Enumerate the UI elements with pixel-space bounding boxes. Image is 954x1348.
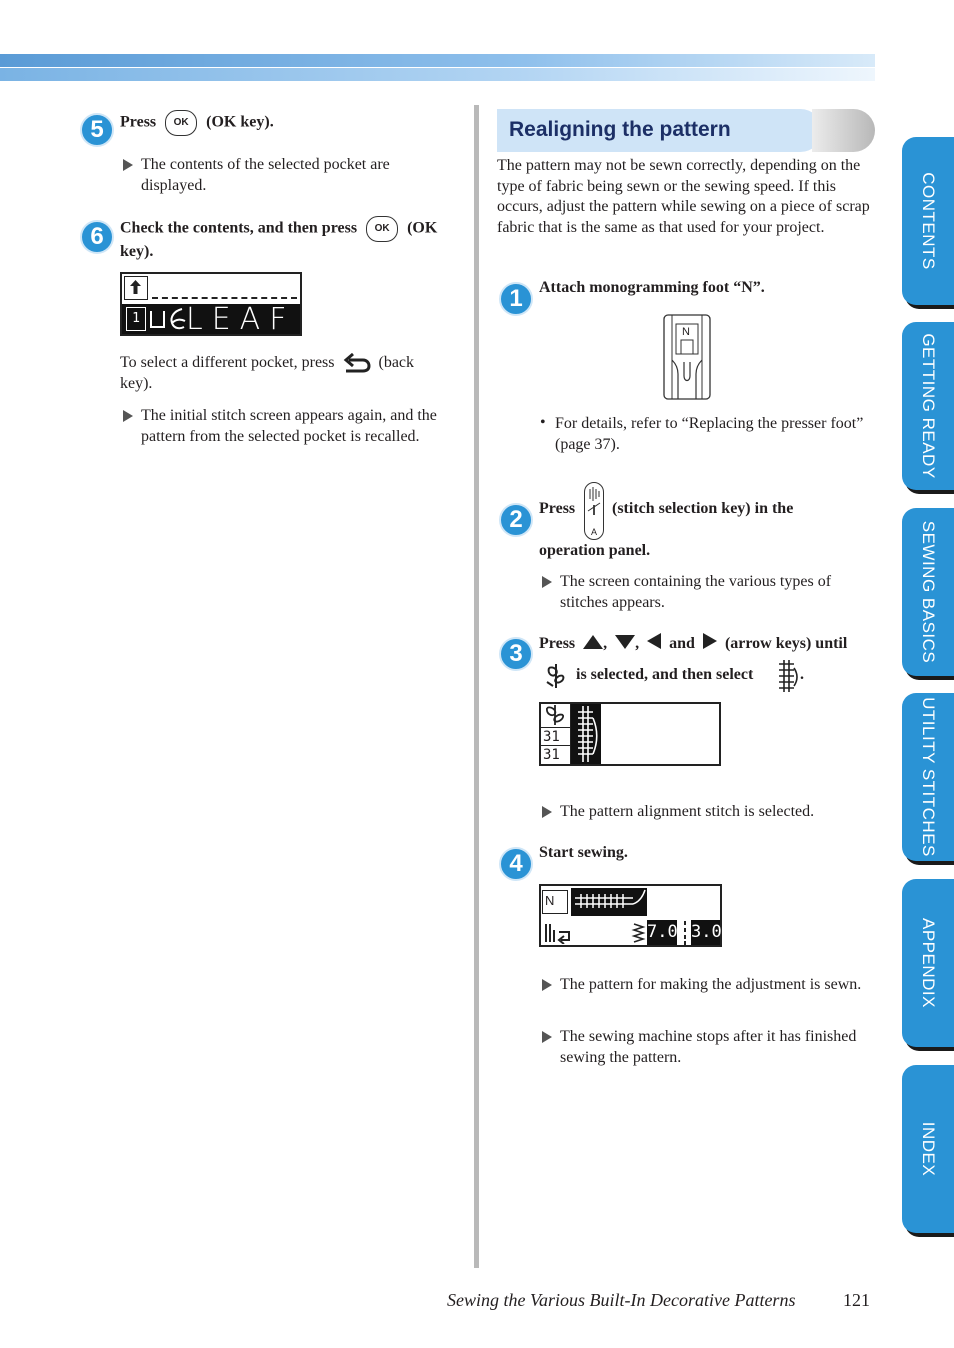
header-band — [0, 54, 875, 81]
step-1-instruction: Attach monogramming foot “N”. — [539, 279, 765, 296]
pattern-number: 31 — [541, 745, 571, 764]
tab-getting-ready[interactable] — [902, 322, 954, 490]
needle-position-icon — [543, 922, 575, 944]
note-text: To select a different pocket, press — [120, 354, 335, 371]
tab-contents[interactable] — [902, 137, 954, 305]
back-key-icon — [343, 353, 371, 373]
stitch-selection-key-icon — [584, 482, 604, 540]
step-2-instruction-line2: operation panel. — [539, 542, 651, 559]
pocket-number: 1 — [126, 307, 146, 331]
comma-separator: , — [603, 635, 608, 652]
step-1-note: For details, refer to “Replacing the presser foot” (page 37). — [555, 415, 864, 453]
tab-label: APPENDIX — [919, 918, 938, 1008]
step-number-4: 4 — [499, 847, 533, 881]
pocket-row — [122, 302, 300, 337]
step-5-instruction — [120, 110, 460, 136]
note-bullet-dot: • — [540, 414, 546, 431]
foot-indicator: N — [542, 890, 568, 914]
step-number-5: 5 — [80, 113, 114, 147]
header-band-bottom — [0, 68, 875, 81]
step-2-press: Press — [539, 500, 576, 517]
pocket-lcd-screen — [120, 272, 302, 336]
decorative-stitch-icon — [541, 704, 569, 726]
tab-label: CONTENTS — [919, 172, 938, 270]
pattern-number: 31 — [541, 727, 571, 746]
lcd-left-column — [541, 704, 571, 764]
up-arrow-key-icon — [583, 635, 603, 649]
tab-label: UTILITY STITCHES — [919, 697, 938, 857]
tab-label: GETTING READY — [919, 333, 938, 479]
tab-appendix[interactable] — [902, 879, 954, 1047]
sewing-lcd-screen — [539, 884, 722, 947]
down-arrow-key-icon — [615, 635, 635, 649]
step-6-instruction — [120, 216, 460, 263]
pocket-up-icon — [124, 276, 148, 300]
right-arrow-key-icon — [703, 633, 717, 649]
page-number: 121 — [843, 1290, 870, 1310]
comma-separator: , — [635, 635, 640, 652]
stitch-length-icon — [679, 920, 691, 945]
leaf-pattern-icon — [148, 307, 188, 332]
stitch-width-value: 7.0 — [647, 920, 677, 945]
presser-foot-label: N — [682, 326, 690, 338]
stitch-preview — [571, 888, 647, 916]
ok-key-label: (OK key). — [120, 219, 438, 260]
zigzag-width-icon — [631, 922, 647, 944]
tab-sewing-basics[interactable] — [902, 508, 954, 676]
step-number-2: 2 — [499, 503, 533, 537]
step-6-note — [120, 353, 450, 394]
step-2-result: The screen containing the various types of stitches appears. — [560, 573, 832, 611]
step-3-instruction-line2: is selected, and then select — [576, 666, 754, 683]
step-2-instruction: (stitch selection key) in the — [612, 500, 794, 517]
alignment-stitch-icon — [775, 658, 799, 694]
step-number-3: 3 — [499, 637, 533, 671]
column-divider — [474, 105, 479, 1268]
pocket-name-text: LEAF — [186, 302, 296, 337]
step-3-instruction — [539, 633, 884, 655]
step-4-result-2: The sewing machine stops after it has finished sewing the pattern. — [560, 1028, 857, 1066]
step-5-result: The contents of the selected pocket are displayed. — [141, 156, 390, 194]
step-4-result-1: The pattern for making the adjustment is sewn. — [560, 976, 862, 993]
sentence-period: . — [800, 666, 804, 683]
ok-key-label: (OK key). — [206, 113, 274, 131]
left-arrow-key-icon — [647, 633, 661, 649]
decorative-stitch-icon — [543, 662, 569, 690]
result-arrow-icon — [542, 576, 552, 588]
result-arrow-icon — [542, 1031, 552, 1043]
stitch-selection-lcd — [539, 702, 721, 766]
step-number-1: 1 — [499, 282, 533, 316]
ok-key-icon: OK — [366, 216, 398, 242]
back-key-label: (back key). — [120, 354, 415, 392]
step-number-6: 6 — [80, 220, 114, 254]
step-4-instruction: Start sewing. — [539, 844, 628, 861]
result-arrow-icon — [542, 979, 552, 991]
header-band-top — [0, 54, 875, 67]
tab-utility-stitches[interactable] — [902, 693, 954, 861]
tab-label: INDEX — [919, 1121, 938, 1177]
section-header-tail — [812, 109, 875, 152]
pocket-name-underline — [152, 297, 297, 299]
and-label: and — [669, 635, 695, 652]
arrow-keys-label: (arrow keys) until — [724, 635, 848, 652]
result-arrow-icon — [542, 806, 552, 818]
selected-pattern-cell — [571, 704, 601, 764]
ok-key-icon: OK — [165, 110, 197, 136]
tab-label: SEWING BASICS — [919, 520, 938, 664]
result-arrow-icon — [123, 159, 133, 171]
stitch-length-value: 3.0 — [691, 920, 720, 945]
footer-chapter-title: Sewing the Various Built-In Decorative Patterns — [447, 1290, 796, 1310]
result-arrow-icon — [123, 410, 133, 422]
section-intro: The pattern may not be sewn correctly, depending on the type of fabric being sewn or the sewing speed. If this occurs, adjust the pattern while sewing on a piece of scrap fabric that is the same as that used for your project. — [497, 157, 870, 236]
section-header — [497, 109, 875, 152]
press-label: Press — [120, 113, 157, 131]
stitch-key-letter: A — [590, 527, 597, 537]
tab-index[interactable] — [902, 1065, 954, 1233]
press-label: Press — [539, 635, 576, 652]
step-6-result: The initial stitch screen appears again, and the pattern from the selected pocket is recalled. — [141, 407, 437, 445]
alignment-stitch-preview-icon — [571, 888, 647, 916]
check-text: Check the contents, and then press — [120, 219, 358, 237]
section-title: Realigning the pattern — [509, 118, 731, 141]
step-3-result: The pattern alignment stitch is selected. — [560, 803, 815, 820]
alignment-stitch-icon — [571, 704, 601, 764]
